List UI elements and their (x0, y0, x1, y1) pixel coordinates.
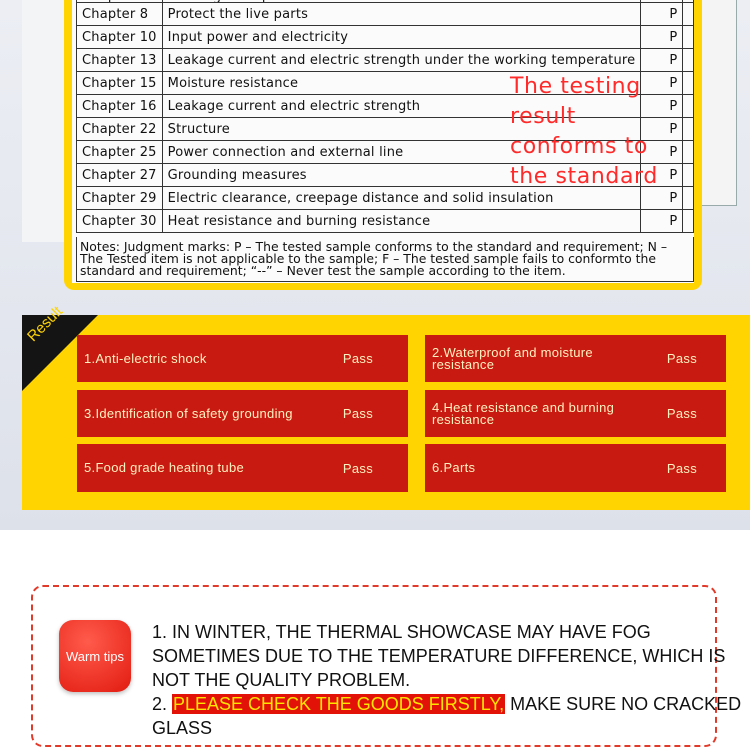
report-row (77, 49, 694, 72)
tip-highlight: PLEASE CHECK THE GOODS FIRSTLY, (173, 694, 505, 714)
result-item-label: 1.Anti-electric shock (84, 350, 207, 366)
result-cell: P (641, 3, 683, 26)
result-cell: P (641, 49, 683, 72)
result-item-label: 5.Food grade heating tube (84, 460, 245, 475)
judgment-notes: Notes: Judgment marks: P – The tested sample conforms to the standard and requirement; N – The Tested item is not applicable to the sample; F – The tested sample fails to conformto the standard and requirement; “--” – Never test the sample according to the item. (80, 239, 668, 278)
tip-line-1: 1. IN WINTER, THE THERMAL SHOWCASE MAY HAVE FOG SOMETIMES DUE TO THE TEMPERATURE DIFFERENCE, WHICH IS NOT THE QUALITY PROBLEM. (152, 622, 726, 690)
tip-line-2 (152, 692, 750, 740)
warm-tips-badge: Warm tips (59, 620, 131, 692)
chapter-cell: Chapter 22 (77, 118, 163, 141)
report-back-page-right (700, 0, 737, 206)
result-card (425, 390, 726, 437)
chapter-cell: Chapter 13 (77, 49, 163, 72)
result-cell: P (641, 72, 683, 95)
report-row (77, 3, 694, 26)
report-row (77, 26, 694, 49)
result-cell: P (641, 95, 683, 118)
item-cell: Input power and electricity (162, 26, 641, 49)
result-status: Pass (342, 351, 373, 366)
remark-cell (683, 26, 694, 49)
warm-tips-text (152, 620, 750, 740)
result-card (77, 444, 408, 492)
report-row (77, 210, 694, 233)
item-cell: Moisture resistance (162, 72, 641, 95)
chapter-cell: Chapter 10 (77, 26, 163, 49)
chapter-cell: Chapter 16 (77, 95, 163, 118)
result-item-label: 3.Identification of safety grounding (84, 405, 293, 421)
remark-cell (683, 210, 694, 233)
result-cell: P (641, 141, 683, 164)
result-status: Pass (666, 406, 697, 421)
result-status: Pass (342, 460, 373, 476)
remark-cell (683, 49, 694, 72)
result-status: Pass (666, 351, 697, 366)
result-cell: P (641, 118, 683, 141)
result-item-label: 2.Waterproof and moisture resistance (432, 344, 593, 372)
item-cell: Heat resistance and burning resistance (162, 210, 641, 233)
result-item-label: 6.Parts (432, 460, 476, 475)
result-item-label: 4.Heat resistance and burning resistance (432, 399, 615, 427)
chapter-cell: Chapter 27 (77, 164, 163, 187)
result-cell: P (641, 164, 683, 187)
item-cell: Electric clearance, creepage distance and solid insulation (162, 187, 641, 210)
remark-cell (683, 3, 694, 26)
remark-annotation: The testing result conforms to the standard (510, 74, 658, 189)
result-card (77, 390, 408, 437)
result-title: Result (24, 302, 67, 346)
result-card (77, 335, 408, 382)
result-card (425, 444, 726, 492)
item-cell: Power connection and external line (162, 141, 641, 164)
result-cell: P (641, 187, 683, 210)
result-status: Pass (342, 406, 373, 421)
chapter-cell: Chapter 15 (77, 72, 163, 95)
result-card (425, 335, 726, 382)
item-cell: Protect the live parts (162, 3, 641, 26)
item-cell: Leakage current and electric strength (162, 95, 641, 118)
item-cell: Grounding measures (162, 164, 641, 187)
result-cell: P (641, 210, 683, 233)
item-cell: Leakage current and electric strength under the working temperature (162, 49, 641, 72)
tip-line-2-prefix: 2. (152, 694, 173, 714)
tip-line-2-rest: MAKE SURE NO CRACKED GLASS (152, 694, 742, 738)
item-cell: Structure (162, 118, 641, 141)
chapter-cell: Chapter 25 (77, 141, 163, 164)
chapter-cell: Chapter 29 (77, 187, 163, 210)
result-status: Pass (666, 460, 697, 476)
result-cell: P (641, 26, 683, 49)
chapter-cell: Chapter 8 (77, 3, 163, 26)
chapter-cell: Chapter 30 (77, 210, 163, 233)
